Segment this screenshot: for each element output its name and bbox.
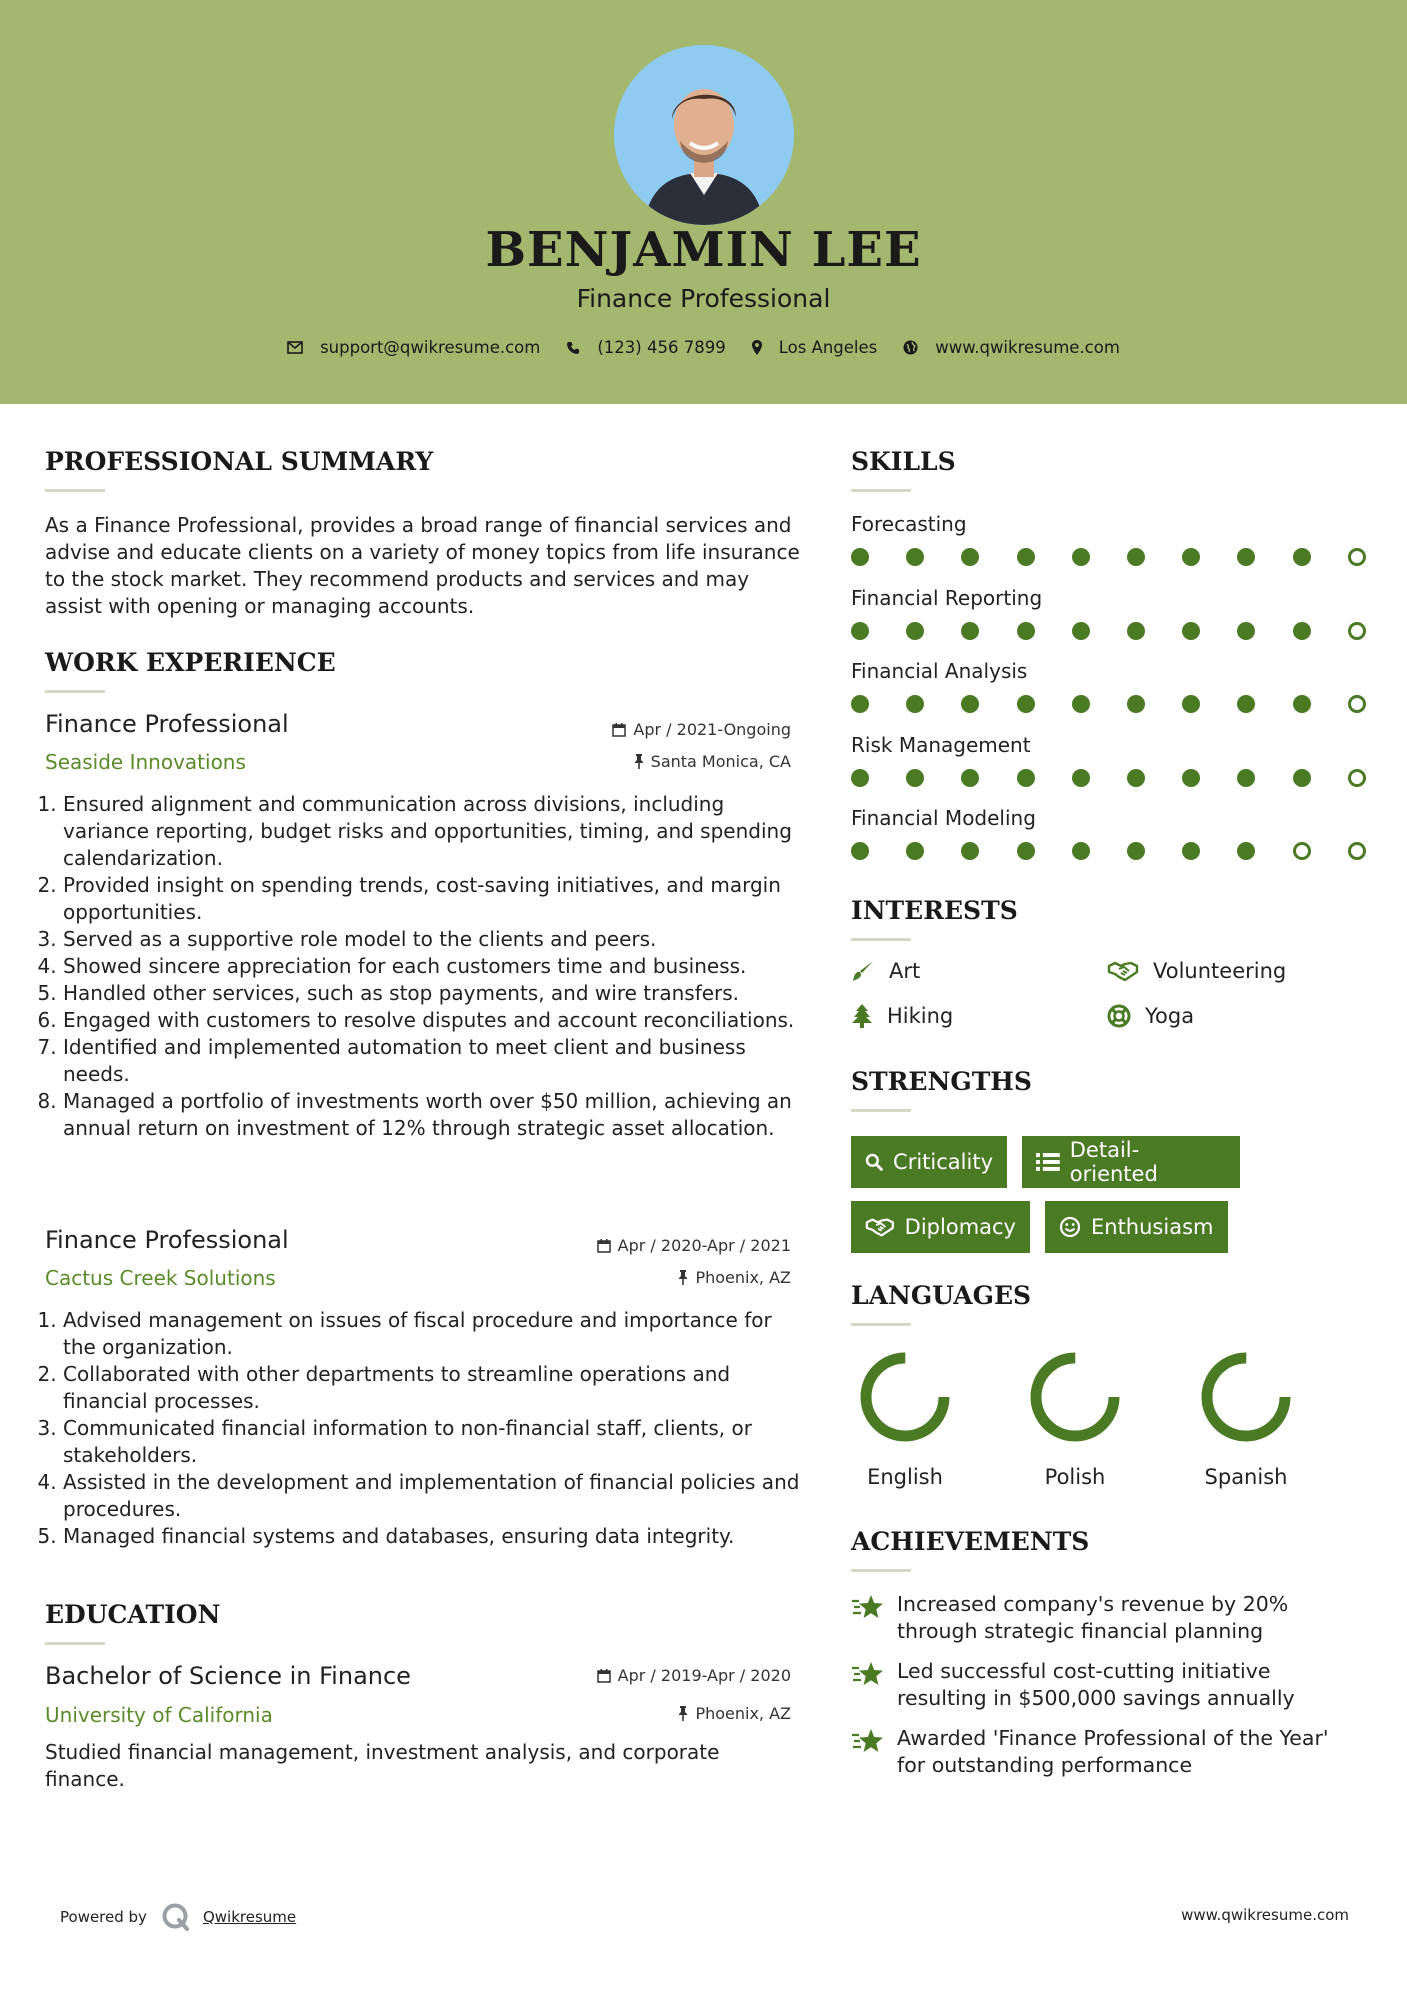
rating-dot-filled bbox=[1293, 548, 1311, 566]
footer-website[interactable]: www.qwikresume.com bbox=[1181, 1906, 1349, 1924]
pushpin-icon bbox=[634, 754, 644, 769]
rating-dot-filled bbox=[1237, 695, 1255, 713]
experience-divider bbox=[45, 690, 105, 693]
rating-dot-filled bbox=[851, 622, 869, 640]
strength-label: Enthusiasm bbox=[1091, 1215, 1214, 1239]
rating-dot-filled bbox=[906, 695, 924, 713]
job-location bbox=[500, 1268, 791, 1287]
rating-dot-filled bbox=[906, 622, 924, 640]
job-dates bbox=[500, 720, 791, 739]
envelope-icon bbox=[287, 341, 303, 354]
job-duties-list bbox=[45, 791, 805, 1142]
education-dates-text: Apr / 2019-Apr / 2020 bbox=[617, 1666, 791, 1685]
rating-dot-filled bbox=[961, 695, 979, 713]
brand-link[interactable]: Qwikresume bbox=[202, 1908, 297, 1926]
achievement-item bbox=[851, 1725, 1351, 1779]
rating-dot-filled bbox=[1127, 695, 1145, 713]
contact-phone[interactable] bbox=[566, 338, 725, 357]
achievements-heading: ACHIEVEMENTS bbox=[851, 1527, 1090, 1556]
achievement-item bbox=[851, 1591, 1351, 1645]
star-icon bbox=[851, 1727, 885, 1755]
rating-dot-filled bbox=[1127, 842, 1145, 860]
job-location-text: Phoenix, AZ bbox=[695, 1268, 791, 1287]
language-gauge bbox=[860, 1352, 950, 1442]
rating-dot-filled bbox=[961, 548, 979, 566]
handshake-icon bbox=[1107, 960, 1139, 982]
language-gauge-arc bbox=[866, 1358, 944, 1436]
interest-yoga bbox=[1107, 1004, 1194, 1028]
list-item: 3. Served as a supportive role model to the clients and peers. bbox=[63, 926, 805, 953]
list-item: 4. Assisted in the development and implementation of financial policies and procedures. bbox=[63, 1469, 805, 1523]
interest-label: Volunteering bbox=[1153, 959, 1287, 983]
language-name: Polish bbox=[1044, 1465, 1106, 1489]
rating-dot-filled bbox=[1182, 622, 1200, 640]
strengths-divider bbox=[851, 1109, 911, 1112]
globe-icon bbox=[903, 340, 918, 355]
rating-dot-filled bbox=[961, 842, 979, 860]
list-item: 2. Provided insight on spending trends, cost-saving initiatives, and margin opportunities. bbox=[63, 872, 805, 926]
phone-text: (123) 456 7899 bbox=[597, 338, 726, 357]
rating-dot-filled bbox=[1127, 769, 1145, 787]
handshake-icon bbox=[865, 1216, 895, 1238]
list-item: 7. Identified and implemented automation to meet client and business needs. bbox=[63, 1034, 805, 1088]
job-title: Finance Professional bbox=[45, 1226, 289, 1254]
rating-dot-filled bbox=[1293, 622, 1311, 640]
rating-dot-empty bbox=[1293, 842, 1311, 860]
rating-dot-filled bbox=[1017, 548, 1035, 566]
list-item: 2. Collaborated with other departments to streamline operations and financial processes. bbox=[63, 1361, 805, 1415]
calendar-icon bbox=[597, 1669, 611, 1683]
language-gauge bbox=[1201, 1352, 1291, 1442]
achievement-text: Led successful cost-cutting initiative resulting in $500,000 savings annually bbox=[897, 1659, 1295, 1710]
skill-rating bbox=[851, 622, 1371, 642]
rating-dot-filled bbox=[1182, 842, 1200, 860]
rating-dot-filled bbox=[1237, 548, 1255, 566]
star-icon bbox=[851, 1593, 885, 1621]
skill-rating bbox=[851, 769, 1371, 789]
rating-dot-filled bbox=[1182, 695, 1200, 713]
rating-dot-empty bbox=[1348, 622, 1366, 640]
rating-dot-filled bbox=[1237, 842, 1255, 860]
search-icon bbox=[865, 1151, 883, 1173]
phone-icon bbox=[566, 341, 580, 355]
achievement-text: Awarded 'Finance Professional of the Year' for outstanding performance bbox=[897, 1726, 1329, 1777]
achievement-item bbox=[851, 1658, 1351, 1712]
candidate-role: Finance Professional bbox=[576, 284, 831, 313]
paintbrush-icon bbox=[851, 959, 875, 983]
rating-dot-filled bbox=[1072, 769, 1090, 787]
rating-dot-filled bbox=[906, 769, 924, 787]
skill-name: Risk Management bbox=[851, 732, 1031, 757]
languages-divider bbox=[851, 1323, 911, 1326]
education-heading: EDUCATION bbox=[45, 1600, 221, 1629]
rating-dot-filled bbox=[1017, 769, 1035, 787]
calendar-icon bbox=[597, 1239, 611, 1253]
rating-dot-filled bbox=[1017, 695, 1035, 713]
language-name: English bbox=[867, 1465, 943, 1489]
skill-name: Financial Reporting bbox=[851, 585, 1043, 610]
summary-divider bbox=[45, 489, 105, 492]
skill-name: Financial Modeling bbox=[851, 806, 1036, 830]
school-name: University of California bbox=[45, 1703, 273, 1727]
rating-dot-filled bbox=[1127, 548, 1145, 566]
education-dates bbox=[500, 1666, 791, 1685]
qwikresume-logo-icon bbox=[161, 1902, 191, 1932]
achievements-divider bbox=[851, 1569, 911, 1572]
degree-title: Bachelor of Science in Finance bbox=[45, 1662, 411, 1690]
strengths-heading: STRENGTHS bbox=[851, 1067, 1032, 1096]
rating-dot-filled bbox=[1182, 769, 1200, 787]
education-location bbox=[500, 1704, 791, 1723]
interest-hiking bbox=[851, 1004, 953, 1028]
list-item: 4. Showed sincere appreciation for each customers time and business. bbox=[63, 953, 805, 980]
rating-dot-empty bbox=[1348, 695, 1366, 713]
job-company: Cactus Creek Solutions bbox=[45, 1266, 276, 1290]
calendar-icon bbox=[612, 723, 626, 737]
job-location-text: Santa Monica, CA bbox=[650, 752, 791, 771]
language-gauge-arc bbox=[1207, 1358, 1285, 1436]
skill-rating bbox=[851, 695, 1371, 715]
list-item: 1. Advised management on issues of fiscal procedure and importance for the organization. bbox=[63, 1307, 805, 1361]
skill-rating bbox=[851, 548, 1371, 568]
rating-dot-filled bbox=[906, 842, 924, 860]
rating-dot-filled bbox=[961, 769, 979, 787]
smile-icon bbox=[1059, 1216, 1081, 1238]
list-item: 6. Engaged with customers to resolve disputes and account reconciliations. bbox=[63, 1007, 805, 1034]
list-item: 5. Managed financial systems and databases, ensuring data integrity. bbox=[63, 1523, 805, 1550]
rating-dot-filled bbox=[1017, 622, 1035, 640]
person-avatar-icon bbox=[614, 45, 794, 225]
star-icon bbox=[851, 1660, 885, 1688]
rating-dot-filled bbox=[851, 548, 869, 566]
lifebuoy-icon bbox=[1107, 1004, 1131, 1028]
list-icon bbox=[1036, 1152, 1060, 1172]
rating-dot-filled bbox=[1072, 695, 1090, 713]
language-gauge bbox=[1030, 1352, 1120, 1442]
languages-heading: LANGUAGES bbox=[851, 1281, 1032, 1310]
job-dates bbox=[500, 1236, 791, 1255]
job-dates-text: Apr / 2020-Apr / 2021 bbox=[617, 1236, 791, 1255]
rating-dot-empty bbox=[1348, 548, 1366, 566]
rating-dot-filled bbox=[906, 548, 924, 566]
interest-label: Yoga bbox=[1145, 1004, 1195, 1028]
strength-detail-oriented bbox=[1022, 1136, 1240, 1188]
education-location-text: Phoenix, AZ bbox=[695, 1704, 791, 1723]
map-pin-icon bbox=[752, 340, 762, 355]
contact-website[interactable] bbox=[903, 338, 1120, 357]
achievement-text: Increased company's revenue by 20% through strategic financial planning bbox=[897, 1592, 1289, 1643]
list-item: 8. Managed a portfolio of investments worth over $50 million, achieving an annual return on investment of 12% through strategic asset allocation. bbox=[63, 1088, 805, 1142]
powered-by-text: Powered by bbox=[60, 1908, 147, 1926]
job-title: Finance Professional bbox=[45, 710, 289, 738]
contact-email[interactable] bbox=[287, 338, 540, 357]
summary-text: As a Finance Professional, provides a broad range of financial services and advise and educate clients on a variety of money topics from life insurance to the stock market. They recommend products and services and may assist with opening or managing accounts. bbox=[45, 513, 800, 618]
rating-dot-empty bbox=[1348, 769, 1366, 787]
list-item: 5. Handled other services, such as stop payments, and wire transfers. bbox=[63, 980, 805, 1007]
contact-location bbox=[752, 338, 878, 357]
interest-label: Hiking bbox=[887, 1004, 954, 1028]
rating-dot-filled bbox=[1072, 842, 1090, 860]
rating-dot-filled bbox=[851, 695, 869, 713]
rating-dot-filled bbox=[1072, 622, 1090, 640]
rating-dot-filled bbox=[851, 769, 869, 787]
job-company: Seaside Innovations bbox=[45, 750, 246, 774]
rating-dot-filled bbox=[1237, 622, 1255, 640]
education-divider bbox=[45, 1642, 105, 1645]
footer-powered-by bbox=[60, 1902, 296, 1932]
education-description: Studied financial management, investment analysis, and corporate finance. bbox=[45, 1740, 720, 1791]
rating-dot-filled bbox=[961, 622, 979, 640]
rating-dot-filled bbox=[851, 842, 869, 860]
skill-name: Financial Analysis bbox=[851, 659, 1028, 683]
skill-name: Forecasting bbox=[851, 512, 967, 536]
tree-icon bbox=[851, 1004, 873, 1028]
interests-divider bbox=[851, 938, 911, 941]
language-gauge-arc bbox=[1036, 1358, 1114, 1436]
interest-art bbox=[851, 959, 920, 983]
rating-dot-filled bbox=[1072, 548, 1090, 566]
strength-label: Detail-oriented bbox=[1069, 1138, 1158, 1186]
pushpin-icon bbox=[678, 1706, 688, 1721]
list-item: 3. Communicated financial information to non-financial staff, clients, or stakeholders. bbox=[63, 1415, 805, 1469]
strength-enthusiasm bbox=[1045, 1201, 1228, 1253]
interest-volunteering bbox=[1107, 959, 1286, 983]
rating-dot-filled bbox=[1182, 548, 1200, 566]
location-text: Los Angeles bbox=[778, 338, 878, 357]
profile-photo bbox=[614, 45, 794, 225]
language-name: Spanish bbox=[1204, 1465, 1288, 1489]
strength-label: Diplomacy bbox=[904, 1215, 1016, 1239]
skill-rating bbox=[851, 842, 1371, 862]
summary-heading: PROFESSIONAL SUMMARY bbox=[45, 447, 434, 476]
job-duties-list bbox=[45, 1307, 805, 1550]
rating-dot-filled bbox=[1017, 842, 1035, 860]
rating-dot-filled bbox=[1237, 769, 1255, 787]
pushpin-icon bbox=[678, 1270, 688, 1285]
rating-dot-filled bbox=[1293, 769, 1311, 787]
job-location bbox=[500, 752, 791, 771]
contact-bar bbox=[0, 338, 1407, 357]
experience-heading: WORK EXPERIENCE bbox=[45, 648, 336, 677]
rating-dot-empty bbox=[1348, 842, 1366, 860]
skills-heading: SKILLS bbox=[851, 447, 956, 476]
email-text: support@qwikresume.com bbox=[320, 338, 541, 357]
skills-divider bbox=[851, 489, 911, 492]
interest-label: Art bbox=[889, 959, 921, 983]
strength-label: Criticality bbox=[893, 1150, 993, 1174]
strength-criticality bbox=[851, 1136, 1007, 1188]
rating-dot-filled bbox=[1127, 622, 1145, 640]
website-text: www.qwikresume.com bbox=[935, 338, 1120, 357]
header-banner bbox=[0, 0, 1407, 404]
rating-dot-filled bbox=[1293, 695, 1311, 713]
interests-heading: INTERESTS bbox=[851, 896, 1018, 925]
candidate-name: BENJAMIN LEE bbox=[485, 222, 922, 278]
strength-diplomacy bbox=[851, 1201, 1030, 1253]
list-item: 1. Ensured alignment and communication across divisions, including variance reporting, budget risks and opportunities, timing, and spending calendarization. bbox=[63, 791, 805, 872]
job-dates-text: Apr / 2021-Ongoing bbox=[633, 720, 791, 739]
